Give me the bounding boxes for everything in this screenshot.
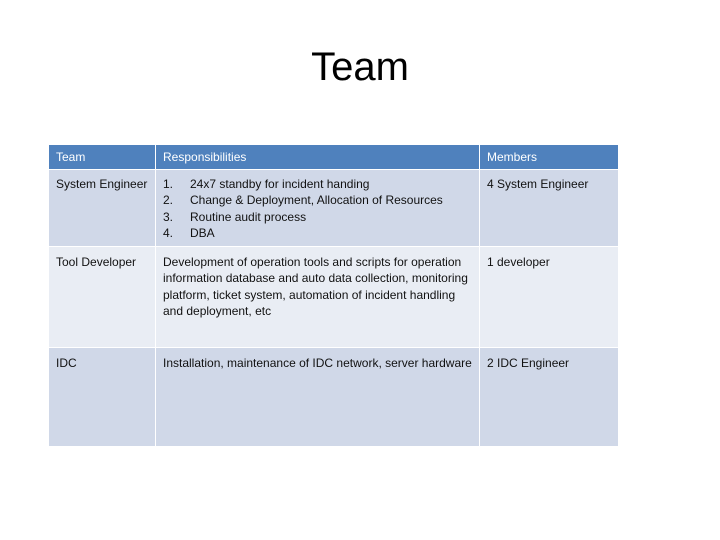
table-row: [49, 246, 619, 347]
cell-members: 1 developer: [480, 246, 619, 347]
list-number: 3.: [163, 209, 174, 224]
responsibility-list: [163, 176, 472, 242]
cell-responsibilities: Development of operation tools and scripts for operation information database and auto data collection, monitoring platform, ticket system, automation of incident handling and deployment, etc: [156, 246, 480, 347]
cell-members: 2 IDC Engineer: [480, 347, 619, 446]
header-responsibilities: Responsibilities: [156, 145, 480, 170]
list-item: [163, 225, 472, 242]
table-row: [49, 347, 619, 446]
list-text: 24x7 standby for incident handing: [190, 176, 370, 191]
list-text: Change & Deployment, Allocation of Resources: [190, 193, 443, 207]
cell-responsibilities: [156, 169, 480, 246]
list-number: 2.: [163, 193, 174, 207]
list-text: DBA: [190, 226, 215, 240]
cell-team: IDC: [49, 347, 156, 446]
slide-title: Team: [311, 45, 409, 89]
cell-responsibilities: Installation, maintenance of IDC network, server hardware: [156, 347, 480, 446]
cell-team: System Engineer: [49, 169, 156, 246]
table-header-row: [49, 145, 619, 170]
cell-team: Tool Developer: [49, 246, 156, 347]
table-row: [49, 169, 619, 246]
list-number: 1.: [163, 176, 174, 191]
list-item: [163, 176, 472, 193]
list-item: [163, 209, 472, 226]
header-members: Members: [480, 145, 619, 170]
list-number: 4.: [163, 226, 174, 240]
header-team: Team: [49, 145, 156, 170]
list-text: Routine audit process: [190, 209, 307, 224]
team-table: [48, 144, 619, 447]
list-item: [163, 192, 472, 209]
cell-members: 4 System Engineer: [480, 169, 619, 246]
